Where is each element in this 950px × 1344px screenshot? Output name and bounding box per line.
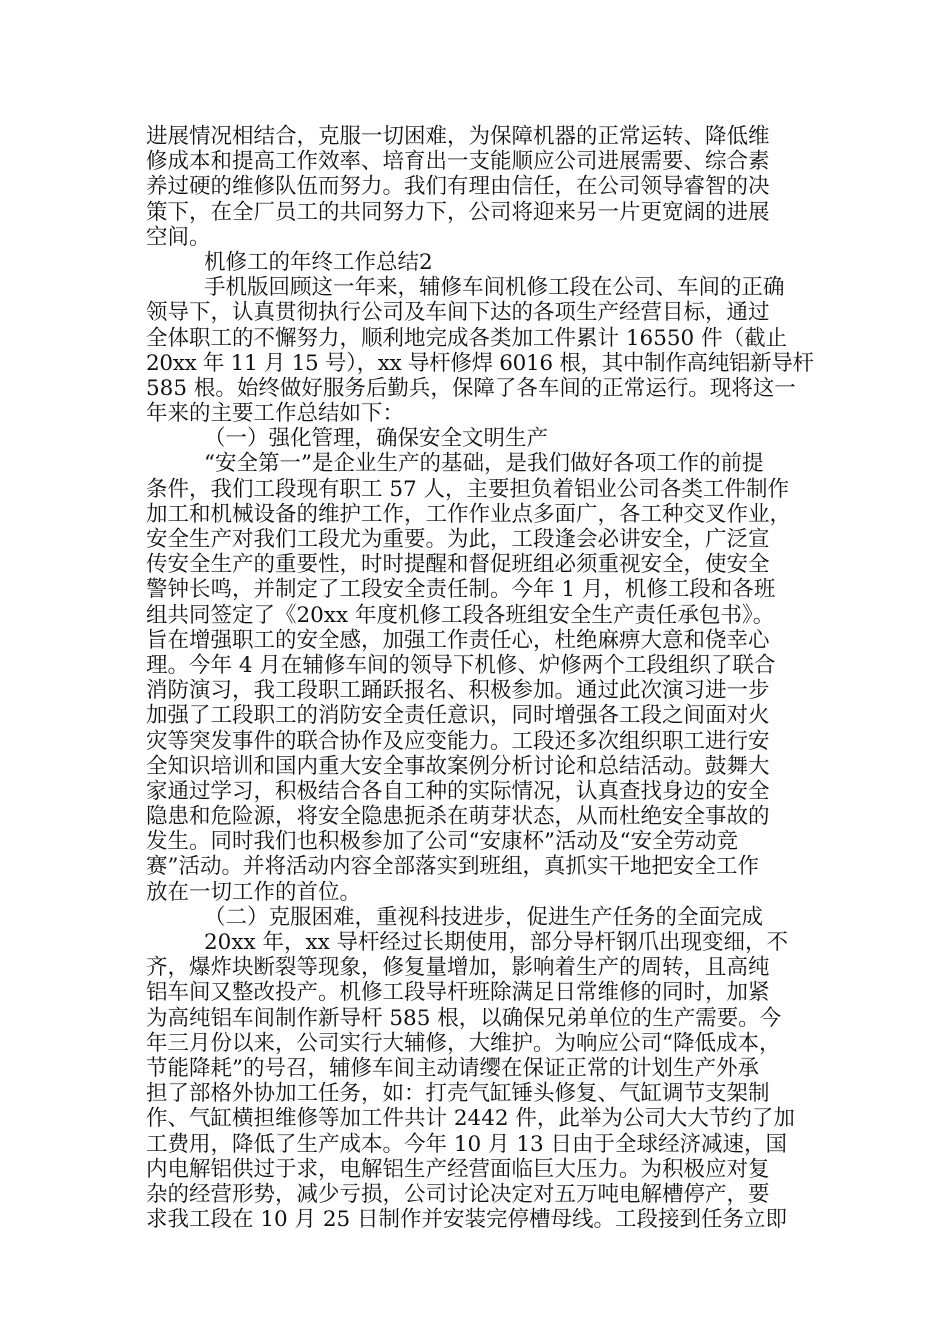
text-line: 杂的经营形势，减少亏损，公司讨论决定对五万吨电解槽停产，要 bbox=[146, 1181, 770, 1207]
text-line: 20xx 年 11 月 15 号），xx 导杆修焊 6016 根，其中制作高纯铝新导杆 bbox=[146, 350, 814, 376]
text-line: 20xx 年，xx 导杆经过长期使用，部分导杆钢爪出现变细，不 bbox=[204, 930, 789, 955]
text-line: 加工和机械设备的维护工作，工作作业点多面广，各工种交叉作业， bbox=[146, 501, 792, 527]
text-line: 空间。 bbox=[146, 224, 211, 250]
text-line: 担了部格外协加工任务，如：打壳气缸锤头修复、气缸调节支架制 bbox=[146, 1081, 770, 1107]
text-line: 全体职工的不懈努力，顺利地完成各类加工件累计 16550 件（截止 bbox=[146, 325, 788, 351]
text-line: 理。今年 4 月在辅修车间的领导下机修、炉修两个工段组织了联合 bbox=[146, 652, 776, 678]
text-line: 手机版回顾这一年来，辅修车间机修工段在公司、车间的正确 bbox=[204, 275, 785, 301]
text-line: 修成本和提高工作效率、培育出一支能顺应公司进展需要、综合素 bbox=[146, 149, 770, 175]
text-line: 铝车间又整改投产。机修工段导杆班除满足日常维修的同时，加紧 bbox=[146, 980, 770, 1006]
text-line: 作、气缸横担维修等加工件共计 2442 件，此举为公司大大节约了加 bbox=[146, 1106, 795, 1132]
text-line: 为高纯铝车间制作新导杆 585 根，以确保兄弟单位的生产需要。今 bbox=[146, 1005, 782, 1031]
text-line: 年三月份以来，公司实行大辅修，大维护。为响应公司“降低成本， bbox=[146, 1030, 781, 1056]
text-line: 年来的主要工作总结如下： bbox=[146, 401, 405, 427]
document-body bbox=[146, 124, 814, 1232]
text-line: 隐患和危险源，将安全隐患扼杀在萌芽状态，从而杜绝安全事故的 bbox=[146, 804, 770, 830]
text-line: （一）强化管理，确保安全文明生产 bbox=[204, 426, 549, 452]
text-line: 家通过学习，积极结合各自工种的实际情况，认真查找身边的安全 bbox=[146, 778, 770, 804]
text-line: 策下，在全厂员工的共同努力下，公司将迎来另一片更宽阔的进展 bbox=[146, 199, 770, 225]
text-line: 组共同签定了《20xx 年度机修工段各班组安全生产责任承包书》。 bbox=[146, 602, 775, 628]
text-line: 求我工段在 10 月 25 日制作并安装完停槽母线。工段接到任务立即 bbox=[146, 1207, 788, 1233]
text-line: 机修工的年终工作总结2 bbox=[204, 249, 433, 275]
text-line: 发生。同时我们也积极参加了公司“安康杯”活动及“安全劳动竞 bbox=[146, 829, 738, 855]
text-line: “安全第一”是企业生产的基础，是我们做好各项工作的前提 bbox=[204, 451, 764, 477]
text-line: 全知识培训和国内重大安全事故案例分析讨论和总结活动。鼓舞大 bbox=[146, 753, 770, 779]
text-line: 安全生产对我们工段尤为重要。为此，工段逢会必讲安全，广泛宣 bbox=[146, 527, 770, 552]
text-line: 警钟长鸣，并制定了工段安全责任制。今年 1 月，机修工段和各班 bbox=[146, 577, 776, 603]
text-line: 齐，爆炸块断裂等现象，修复量增加，影响着生产的周转，且高纯 bbox=[146, 955, 770, 981]
text-line: 内电解铝供过于求，电解铝生产经营面临巨大压力。为积极应对复 bbox=[146, 1156, 770, 1182]
text-line: 585 根。始终做好服务后勤兵，保障了各车间的正常运行。现将这一 bbox=[146, 375, 796, 401]
text-line: 灾等突发事件的联合协作及应变能力。工段还多次组织职工进行安 bbox=[146, 728, 770, 754]
text-line: 节能降耗”的号召，辅修车间主动请缨在保证正常的计划生产外承 bbox=[146, 1055, 759, 1081]
text-line: 旨在增强职工的安全感，加强工作责任心，杜绝麻痹大意和侥幸心 bbox=[146, 627, 770, 653]
text-line: 赛”活动。并将活动内容全部落实到班组，真抓实干地把安全工作 bbox=[146, 854, 759, 880]
text-line: 条件，我们工段现有职工 57 人，主要担负着铝业公司各类工件制作 bbox=[146, 476, 790, 502]
text-line: 工费用，降低了生产成本。今年 10 月 13 日由于全球经济减速，国 bbox=[146, 1131, 788, 1157]
text-line: 加强了工段职工的消防安全责任意识，同时增强各工段之间面对火 bbox=[146, 703, 770, 729]
text-line: 进展情况相结合，克服一切困难，为保障机器的正常运转、降低维 bbox=[146, 124, 770, 149]
text-line: 养过硬的维修队伍而努力。我们有理由信任，在公司领导睿智的决 bbox=[146, 174, 770, 200]
text-line: 放在一切工作的首位。 bbox=[146, 879, 362, 905]
text-line: 传安全生产的重要性，时时提醒和督促班组必须重视安全，使安全 bbox=[146, 552, 770, 578]
text-line: （二）克服困难，重视科技进步，促进生产任务的全面完成 bbox=[204, 904, 764, 930]
text-line: 领导下，认真贯彻执行公司及车间下达的各项生产经营目标，通过 bbox=[146, 300, 770, 326]
text-line: 消防演习，我工段职工踊跃报名、积极参加。通过此次演习进一步 bbox=[146, 678, 770, 704]
